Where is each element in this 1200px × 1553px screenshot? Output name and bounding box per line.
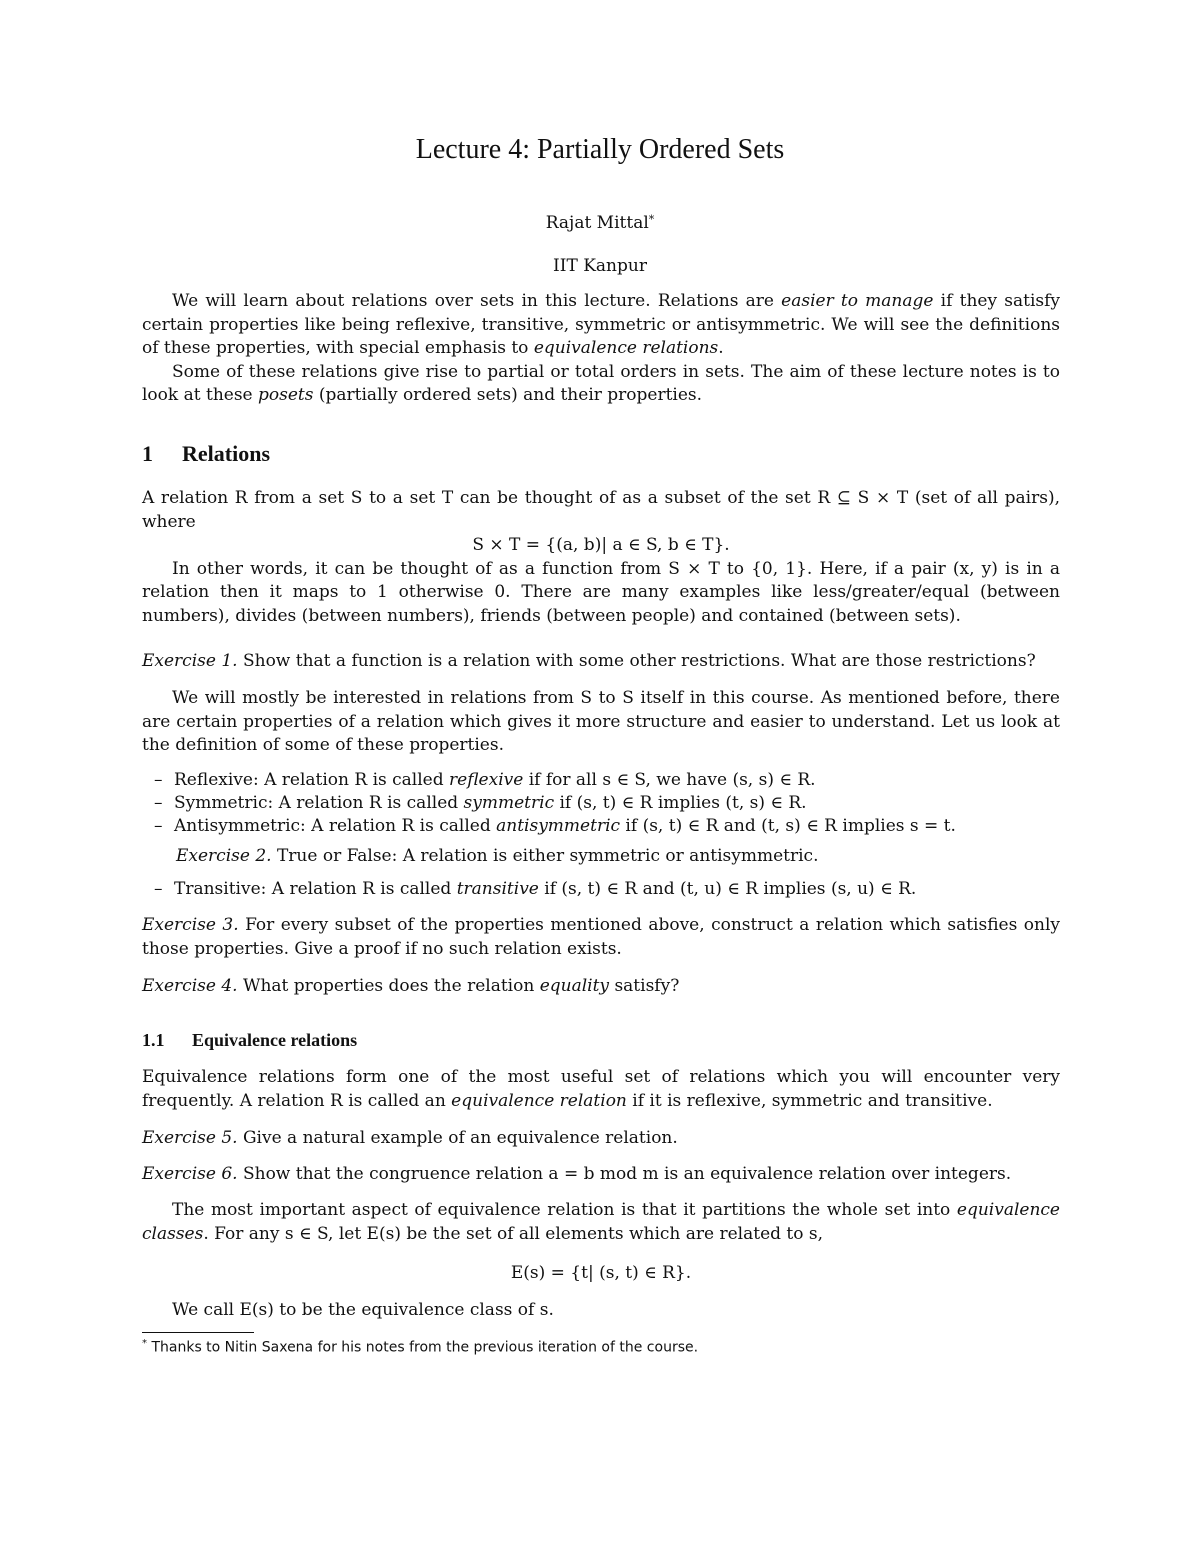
subsection-heading-equivalence: 1.1 Equivalence relations — [142, 1030, 358, 1050]
footnote-mark: * — [142, 1338, 147, 1349]
subsection-paragraph-1-block — [142, 1066, 1060, 1113]
exercise-3: Exercise 3. For every subset of the properties mentioned above, construct a relation which satisfies only those properties. Give a proof if no such relation exists. — [142, 915, 1060, 959]
section-heading-relations: 1 Relations — [142, 441, 270, 466]
subsection-paragraph-3-block — [142, 1299, 1060, 1323]
equation-cartesian-product: S × T = {(a, b)| a ∈ S, b ∈ T}. — [472, 535, 730, 555]
intro-block — [142, 290, 1060, 408]
property-list-transitive — [154, 878, 1054, 901]
exercise-2: Exercise 2. True or False: A relation is either symmetric or antisymmetric. — [176, 846, 819, 866]
equation-equivalence-class: E(s) = {t| (s, t) ∈ R}. — [510, 1263, 692, 1283]
list-item: – Transitive: A relation R is called transitive if (s, t) ∈ R and (t, u) ∈ R implies (s, u) ∈ R. — [154, 879, 917, 899]
footnote — [142, 1338, 698, 1356]
paper-title: Lecture 4: Partially Ordered Sets — [415, 134, 785, 165]
author-line — [0, 213, 1200, 233]
subsection-paragraph-1: Equivalence relations form one of the most useful set of relations which you will encounter very frequently. A relation R is called an equivalence relation if it is reflexive, symmetric and transitive. — [142, 1067, 1060, 1111]
footnote-text: Thanks to Nitin Saxena for his notes from the previous iteration of the course. — [151, 1339, 699, 1356]
author-name: Rajat Mittal — [545, 213, 649, 233]
section1-paragraph-2: In other words, it can be thought of as a function from S × T to {0, 1}. Here, if a pair (x, y) is in a relation then it maps to 1 otherwise 0. There are many examples like less/greater/equal (between numbers), divides (between numbers), friends (between people) and contained (between sets). — [142, 558, 1060, 626]
section1-paragraph-3: We will mostly be interested in relations from S to S itself in this course. As mentioned before, there are certain properties of a relation which gives it more structure and easier to understand. Let us look at the definition of some of these properties. — [142, 688, 1060, 755]
intro-paragraph-2: Some of these relations give rise to partial or total orders in sets. The aim of these lecture notes is to look at these posets (partially ordered sets) and their properties. — [142, 361, 1060, 405]
exercise-1: Exercise 1. Show that a function is a relation with some other restrictions. What are those restrictions? — [142, 651, 1036, 671]
property-list — [154, 769, 1054, 838]
section1-paragraph-1-block — [142, 487, 1060, 628]
exercise-5: Exercise 5. Give a natural example of an equivalence relation. — [142, 1128, 678, 1148]
author-footnote-mark: * — [648, 213, 655, 226]
subsection-paragraph-2: The most important aspect of equivalence relation is that it partitions the whole set into equivalence classes. For any s ∈ S, let E(s) be the set of all elements which are related to s, — [142, 1200, 1060, 1244]
footnote-rule — [142, 1332, 254, 1333]
section1-paragraph-3-block — [142, 687, 1060, 758]
list-item: – Antisymmetric: A relation R is called antisymmetric if (s, t) ∈ R and (t, s) ∈ R implies s = t. — [154, 816, 956, 836]
list-item: – Reflexive: A relation R is called reflexive if for all s ∈ S, we have (s, s) ∈ R. — [154, 770, 816, 790]
affiliation: IIT Kanpur — [553, 256, 647, 276]
subsection-paragraph-3: We call E(s) to be the equivalence class of s. — [172, 1300, 554, 1320]
section1-paragraph-1: A relation R from a set S to a set T can be thought of as a subset of the set R ⊆ S × T (set of all pairs), where — [142, 488, 1060, 532]
exercise-4: Exercise 4. What properties does the relation equality satisfy? — [142, 976, 680, 996]
subsection-paragraph-2-block — [142, 1199, 1060, 1246]
exercise-6: Exercise 6. Show that the congruence relation a = b mod m is an equivalence relation over integers. — [142, 1164, 1012, 1184]
intro-paragraph-1: We will learn about relations over sets in this lecture. Relations are easier to manage if they satisfy certain properties like being reflexive, transitive, symmetric or antisymmetric. We will see the definitions of these properties, with special emphasis to equivalence relations. — [142, 291, 1061, 358]
list-item: – Symmetric: A relation R is called symmetric if (s, t) ∈ R implies (t, s) ∈ R. — [154, 793, 807, 813]
